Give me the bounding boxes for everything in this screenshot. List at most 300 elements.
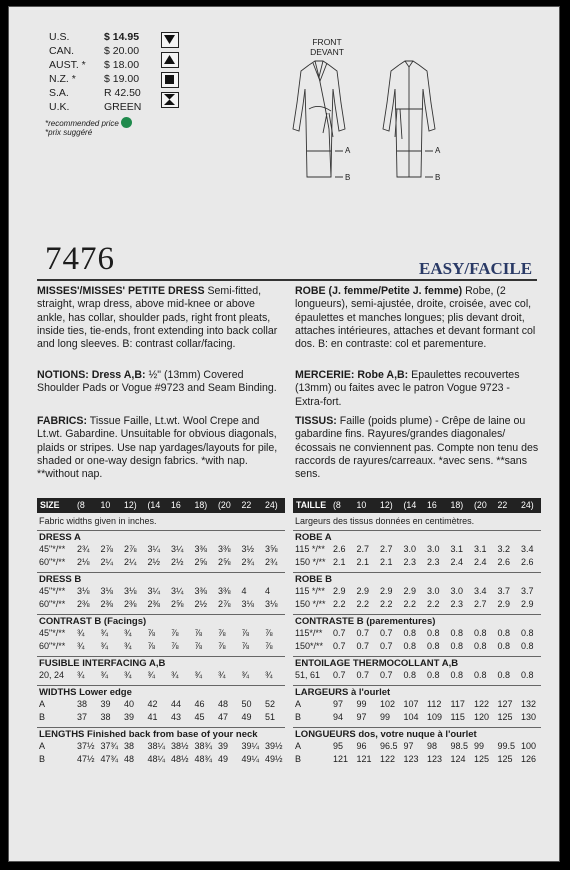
table-divider bbox=[293, 530, 541, 531]
yardage-cell: 51 bbox=[265, 712, 276, 722]
yardage-cell: 3⅛ bbox=[265, 599, 278, 609]
yardage-cell: 43 bbox=[171, 712, 182, 722]
yardage-cell: 2.9 bbox=[497, 599, 511, 609]
table-block-label-text: ROBE B bbox=[295, 574, 332, 585]
yardage-cell: ¾ bbox=[100, 670, 109, 680]
front-label: FRONT bbox=[312, 37, 342, 47]
fabric-width-cell: B bbox=[39, 754, 46, 764]
table-block-label-text: LARGEURS à l'ourlet bbox=[295, 687, 391, 698]
yardage-cell: 3⅜ bbox=[194, 586, 208, 596]
table-block-label-text: DRESS B bbox=[39, 574, 82, 585]
yardage-cell: 3.2 bbox=[497, 544, 511, 554]
yardage-cell: ⅞ bbox=[171, 641, 179, 651]
table-divider bbox=[37, 656, 285, 657]
yardage-cell: ¾ bbox=[147, 670, 156, 680]
yardage-cell: 2¼ bbox=[124, 557, 137, 567]
yardage-cell: 0.8 bbox=[521, 628, 534, 638]
yardage-cell: 2⅜ bbox=[100, 599, 114, 609]
yardage-cell: 2⅝ bbox=[171, 599, 184, 609]
price-amount: $ 18.00 bbox=[104, 59, 140, 71]
yardage-cell: 50 bbox=[241, 699, 252, 709]
table-row bbox=[293, 741, 541, 752]
fr-fabrics bbox=[295, 415, 541, 481]
yardage-cell: 52 bbox=[265, 699, 276, 709]
yardage-cell: 3⅛ bbox=[100, 586, 114, 596]
table-block-label-text: WIDTHS Lower edge bbox=[39, 687, 132, 698]
table-block-label-text: LONGUEURS dos, votre nuque à l'ourlet bbox=[295, 729, 477, 740]
yardage-cell: 39 bbox=[218, 741, 229, 751]
yardage-cell: 107 bbox=[403, 699, 419, 709]
fabric-width-cell: 45"*/** bbox=[39, 544, 66, 554]
fr-fabrics-heading: TISSUS: bbox=[295, 415, 337, 427]
yardage-cell: 2⅝ bbox=[194, 557, 208, 567]
table-row bbox=[293, 557, 541, 568]
table-divider bbox=[37, 572, 285, 573]
yardage-cell: 38¾ bbox=[194, 741, 213, 751]
yardage-cell: 48 bbox=[124, 754, 135, 764]
yardage-cell: ¾ bbox=[265, 670, 273, 680]
yardage-cell: 44 bbox=[171, 699, 182, 709]
yardage-cell: 3⅜ bbox=[194, 544, 208, 554]
price-amount: $ 20.00 bbox=[104, 45, 140, 57]
yardage-cell: 96.5 bbox=[380, 741, 398, 751]
yardage-cell: 97 bbox=[356, 712, 367, 722]
table-subtitle: Largeurs des tissus données en centimètres. bbox=[295, 516, 475, 526]
table-divider bbox=[293, 572, 541, 573]
fabric-width-cell: 150 */** bbox=[295, 599, 326, 609]
yardage-cell: 2.1 bbox=[356, 557, 370, 567]
yardage-cell: 40 bbox=[124, 699, 135, 709]
table-divider bbox=[293, 727, 541, 728]
yardage-cell: 2.9 bbox=[356, 586, 370, 596]
size-header-cell: (14 bbox=[403, 500, 417, 510]
yardage-cell: 0.8 bbox=[403, 628, 417, 638]
yardage-cell: 0.8 bbox=[474, 641, 487, 651]
yardage-cell: ¾ bbox=[124, 670, 132, 680]
yardage-cell: 45 bbox=[194, 712, 205, 722]
yardage-cell: ⅞ bbox=[241, 641, 250, 651]
size-header-label: SIZE bbox=[40, 500, 60, 510]
size-header-cell: 22 bbox=[241, 500, 252, 510]
yardage-cell: 3.4 bbox=[521, 544, 534, 554]
yardage-cell: 2⅜ bbox=[147, 599, 161, 609]
yardage-cell: 125 bbox=[497, 754, 513, 764]
fabric-width-cell: 150 */** bbox=[295, 557, 326, 567]
yardage-cell: 2.3 bbox=[450, 599, 464, 609]
fabric-width-cell: 150*/** bbox=[295, 641, 324, 651]
yardage-cell: 37½ bbox=[77, 741, 95, 751]
fr-notions-heading: MERCERIE: Robe A,B: bbox=[295, 369, 409, 381]
table-block-label bbox=[39, 729, 258, 740]
yardage-cell: 46 bbox=[194, 699, 205, 709]
yardage-cell: 2.3 bbox=[427, 557, 440, 567]
yardage-cell: ¾ bbox=[171, 670, 179, 680]
price-country: U.K. bbox=[49, 101, 70, 113]
yardage-cell: 49¼ bbox=[241, 754, 260, 764]
yardage-cell: 0.7 bbox=[380, 670, 393, 680]
table-row bbox=[37, 628, 285, 639]
price-country: U.S. bbox=[49, 31, 70, 43]
table-row bbox=[293, 586, 541, 597]
yardage-cell: 132 bbox=[521, 699, 537, 709]
pattern-number: 7476 bbox=[45, 241, 115, 277]
yardage-cell: ¾ bbox=[124, 641, 132, 651]
yardage-cell: 49 bbox=[218, 754, 229, 764]
en-fabrics-heading: FABRICS: bbox=[37, 415, 88, 427]
table-subtitle: Fabric widths given in inches. bbox=[39, 516, 157, 526]
yardage-cell: 39 bbox=[100, 699, 111, 709]
yardage-cell: 2.2 bbox=[333, 599, 346, 609]
yardage-cell: ⅞ bbox=[218, 628, 226, 638]
yardage-cell: 2.6 bbox=[521, 557, 534, 567]
table-block-label bbox=[39, 687, 132, 698]
table-block-label bbox=[295, 574, 332, 585]
table-row bbox=[293, 712, 541, 723]
yardage-cell: 109 bbox=[427, 712, 443, 722]
yardage-cell: 3.7 bbox=[497, 586, 511, 596]
yardage-cell: 3⅛ bbox=[241, 599, 255, 609]
table-divider bbox=[37, 727, 285, 728]
yardage-cell: 47¾ bbox=[100, 754, 119, 764]
fabric-width-cell: 20, 24 bbox=[39, 670, 65, 680]
yardage-cell: 38 bbox=[124, 741, 135, 751]
yardage-cell: 41 bbox=[147, 712, 158, 722]
yardage-cell: 120 bbox=[474, 712, 490, 722]
fabric-width-cell: 115 */** bbox=[295, 586, 325, 596]
fabric-width-cell: 60"*/** bbox=[39, 599, 66, 609]
yardage-cell: 2½ bbox=[171, 557, 184, 567]
yardage-cell: 0.7 bbox=[356, 641, 370, 651]
yardage-cell: 0.8 bbox=[427, 628, 440, 638]
yardage-cell: 3.0 bbox=[427, 586, 440, 596]
table-block-label bbox=[295, 729, 477, 740]
yardage-cell: ¾ bbox=[194, 670, 203, 680]
front-marker-a: A bbox=[345, 146, 351, 155]
table-divider bbox=[37, 685, 285, 686]
en-fabrics-body: Tissue Faille, Lt.wt. Wool Crepe and Lt.wt. Gabardine. Unsuitable for obvious diagonals, plaids or stripes. Use nap yardages/layouts for pile, shaded or one-way design fabrics. *with nap. **without nap. bbox=[37, 415, 278, 481]
yardage-cell: 0.8 bbox=[521, 641, 534, 651]
price-country: AUST. * bbox=[49, 59, 86, 71]
size-header-cell: 24) bbox=[521, 500, 534, 510]
yardage-cell: 2⅞ bbox=[218, 599, 231, 609]
size-header-cell: 18) bbox=[194, 500, 208, 510]
size-header-cell: (8 bbox=[333, 500, 341, 510]
yardage-cell: 94 bbox=[333, 712, 344, 722]
yardage-cell: ¾ bbox=[100, 628, 109, 638]
yardage-cell: 2.2 bbox=[427, 599, 440, 609]
back-marker-b: B bbox=[435, 173, 441, 182]
price-country: N.Z. * bbox=[49, 73, 76, 85]
price-amount: $ 19.00 bbox=[104, 73, 140, 85]
table-row bbox=[293, 641, 541, 652]
table-block-label bbox=[295, 532, 332, 543]
table-row bbox=[293, 544, 541, 555]
table-block-label-text: CONTRASTE B (parementures) bbox=[295, 616, 436, 627]
yardage-cell: 4 bbox=[265, 586, 271, 596]
difficulty-label: EASY/FACILE bbox=[419, 259, 533, 278]
table-row bbox=[293, 628, 541, 639]
yardage-cell: 2.7 bbox=[474, 599, 487, 609]
yardage-cell: 2.4 bbox=[450, 557, 464, 567]
table-block-label bbox=[39, 658, 165, 669]
en-fabrics bbox=[37, 415, 285, 481]
yardage-cell: 2⅛ bbox=[77, 557, 90, 567]
pattern-envelope-back bbox=[8, 6, 560, 862]
yardage-cell: 2⅞ bbox=[124, 544, 137, 554]
size-header-cell: 10 bbox=[100, 500, 111, 510]
yardage-cell: 0.7 bbox=[380, 628, 393, 638]
yardage-cell: 0.7 bbox=[333, 670, 346, 680]
yardage-cell: 0.8 bbox=[403, 641, 417, 651]
yardage-cell: 2.6 bbox=[333, 544, 346, 554]
yardage-cell: 3⅝ bbox=[265, 544, 278, 554]
yardage-cell: ⅞ bbox=[265, 628, 273, 638]
yardage-cell: 2½ bbox=[194, 599, 208, 609]
yardage-cell: 0.8 bbox=[497, 641, 511, 651]
front-marker-b: B bbox=[345, 173, 351, 182]
yardage-cell: 3⅛ bbox=[77, 586, 90, 596]
yardage-cell: 0.8 bbox=[497, 628, 511, 638]
table-divider bbox=[37, 530, 285, 531]
yardage-cell: 0.8 bbox=[497, 670, 511, 680]
yardage-cell: 47½ bbox=[77, 754, 95, 764]
back-marker-a: A bbox=[435, 146, 441, 155]
yardage-cell: 97 bbox=[333, 699, 344, 709]
yardage-cell: 125 bbox=[497, 712, 513, 722]
yardage-cell: 3⅜ bbox=[218, 586, 231, 596]
yardage-cell: 130 bbox=[521, 712, 537, 722]
yardage-cell: 38¼ bbox=[147, 741, 166, 751]
yardage-cell: 0.8 bbox=[521, 670, 534, 680]
yardage-cell: 99 bbox=[356, 699, 367, 709]
yardage-cell: 48½ bbox=[171, 754, 189, 764]
yardage-cell: 2.1 bbox=[380, 557, 393, 567]
yardage-cell: 2¼ bbox=[100, 557, 114, 567]
yardage-cell: 48 bbox=[218, 699, 229, 709]
table-block-label bbox=[295, 687, 390, 698]
price-amount: GREEN bbox=[104, 101, 142, 113]
yardage-cell: 97 bbox=[403, 741, 414, 751]
fabric-width-cell: A bbox=[295, 699, 302, 709]
table-block-label bbox=[39, 574, 81, 585]
size-header-bar bbox=[293, 498, 541, 513]
yardage-cell: ⅞ bbox=[171, 628, 179, 638]
yardage-cell: 2.2 bbox=[356, 599, 370, 609]
en-description-heading: MISSES'/MISSES' PETITE DRESS bbox=[37, 285, 205, 297]
yardage-cell: 2⅜ bbox=[124, 599, 137, 609]
yardage-cell: 0.8 bbox=[450, 641, 464, 651]
yardage-cell: ¾ bbox=[241, 670, 250, 680]
table-row bbox=[37, 699, 285, 710]
yardage-cell: 121 bbox=[356, 754, 372, 764]
en-description bbox=[37, 285, 285, 351]
size-header-cell: 16 bbox=[427, 500, 437, 510]
yardage-cell: 47 bbox=[218, 712, 229, 722]
fr-description-body: Robe, (2 longueurs), semi-ajustée, droite, croisée, avec col, épaulettes et manches longues; plis devant droit, attaches intérieures, attaches et devant formant col dos. B: en contraste: col et parementure. bbox=[295, 285, 536, 351]
yardage-cell: 2.1 bbox=[333, 557, 346, 567]
size-header-cell: (20 bbox=[474, 500, 487, 510]
yardage-cell: ⅞ bbox=[265, 641, 273, 651]
table-row bbox=[37, 599, 285, 610]
yardage-cell: 3.1 bbox=[474, 544, 487, 554]
table-row bbox=[37, 754, 285, 765]
table-row bbox=[293, 670, 541, 681]
view-label bbox=[307, 37, 347, 57]
yardage-cell: 127 bbox=[497, 699, 513, 709]
yardage-cell: 123 bbox=[403, 754, 419, 764]
yardage-cell: 98 bbox=[427, 741, 438, 751]
yardage-cell: 0.7 bbox=[356, 670, 370, 680]
price-amount: R 42.50 bbox=[104, 87, 141, 99]
en-description-body: Semi-fitted, straight, wrap dress, above mid-knee or above ankle, has collar, shoulder pads, right front pleats, inside ties, tie-ends, front extending into back collar and long sleeves. B: contrast collar/facing. bbox=[37, 285, 278, 351]
yardage-cell: 48¼ bbox=[147, 754, 166, 764]
yardage-cell: 0.7 bbox=[333, 641, 346, 651]
fr-description bbox=[295, 285, 541, 351]
prix-suggere-note: *prix suggéré bbox=[45, 128, 93, 137]
yardage-cell: 42 bbox=[147, 699, 158, 709]
en-notions bbox=[37, 369, 285, 396]
yardage-cell: 2.9 bbox=[333, 586, 346, 596]
yardage-cell: 39½ bbox=[265, 741, 283, 751]
table-row bbox=[293, 699, 541, 710]
yardage-cell: 39 bbox=[124, 712, 135, 722]
yardage-cell: 0.7 bbox=[380, 641, 393, 651]
yardage-cell: 122 bbox=[380, 754, 396, 764]
size-header-cell: 12) bbox=[124, 500, 137, 510]
yardage-cell: 37¾ bbox=[100, 741, 119, 751]
table-block-label bbox=[39, 616, 146, 627]
table-row bbox=[293, 754, 541, 765]
yardage-cell: 124 bbox=[450, 754, 466, 764]
yardage-cell: 0.8 bbox=[427, 670, 440, 680]
yardage-cell: 2¾ bbox=[265, 557, 278, 567]
yardage-cell: 3.1 bbox=[450, 544, 464, 554]
yardage-cell: 95 bbox=[333, 741, 344, 751]
table-row bbox=[293, 599, 541, 610]
yardage-cell: 3¼ bbox=[171, 586, 184, 596]
yardage-cell: 2½ bbox=[147, 557, 161, 567]
table-block-label-text: FUSIBLE INTERFACING A,B bbox=[39, 658, 166, 669]
yardage-cell: 3½ bbox=[241, 544, 255, 554]
yardage-cell: 2.7 bbox=[380, 544, 393, 554]
yardage-cell: ⅞ bbox=[147, 628, 156, 638]
size-header-cell: (8 bbox=[77, 500, 85, 510]
fr-description-heading: ROBE (J. femme/Petite J. femme) bbox=[295, 285, 463, 297]
yardage-cell: ¾ bbox=[77, 670, 85, 680]
table-divider bbox=[293, 656, 541, 657]
table-divider bbox=[293, 614, 541, 615]
yardage-cell: 2⅜ bbox=[77, 599, 90, 609]
fabric-width-cell: 115*/** bbox=[295, 628, 323, 638]
yardage-cell: 0.8 bbox=[427, 641, 440, 651]
yardage-cell: 0.8 bbox=[474, 628, 487, 638]
table-block-label bbox=[39, 532, 81, 543]
yardage-cell: ⅞ bbox=[241, 628, 250, 638]
yardage-cell: 4 bbox=[241, 586, 247, 596]
fabric-width-cell: 115 */** bbox=[295, 544, 325, 554]
fabric-width-cell: B bbox=[39, 712, 46, 722]
yardage-cell: 3.4 bbox=[474, 586, 487, 596]
yardage-cell: 2¾ bbox=[241, 557, 255, 567]
yardage-cell: 99 bbox=[474, 741, 485, 751]
yardage-cell: 2¾ bbox=[77, 544, 90, 554]
table-row bbox=[37, 544, 285, 555]
en-notions-body: ½" (13mm) Covered Shoulder Pads or Vogue #9723 and Seam Binding. bbox=[37, 369, 277, 395]
yardage-cell: 2.2 bbox=[380, 599, 393, 609]
yardage-cell: 3⅜ bbox=[218, 544, 231, 554]
yardage-cell: 102 bbox=[380, 699, 396, 709]
size-header-bar bbox=[37, 498, 285, 513]
yardage-cell: 96 bbox=[356, 741, 367, 751]
yardage-cell: 3.0 bbox=[450, 586, 464, 596]
table-block-label-text: ENTOILAGE THERMOCOLLANT A,B bbox=[295, 658, 459, 669]
table-divider bbox=[293, 685, 541, 686]
size-header-cell: (20 bbox=[218, 500, 231, 510]
table-row bbox=[37, 586, 285, 597]
yardage-cell: 115 bbox=[450, 712, 465, 722]
yardage-cell: 100 bbox=[521, 741, 537, 751]
yardage-cell: 121 bbox=[333, 754, 349, 764]
fabric-width-cell: A bbox=[39, 699, 46, 709]
yardage-cell: 99 bbox=[380, 712, 391, 722]
fabric-width-cell: A bbox=[295, 741, 302, 751]
size-header-cell: 16 bbox=[171, 500, 181, 510]
yardage-cell: 3¼ bbox=[171, 544, 184, 554]
size-header-cell: 10 bbox=[356, 500, 367, 510]
yardage-cell: 2⅞ bbox=[100, 544, 114, 554]
yardage-cell: 0.7 bbox=[356, 628, 370, 638]
fabric-width-cell: 60"*/** bbox=[39, 641, 66, 651]
size-header-cell: (14 bbox=[147, 500, 161, 510]
yardage-cell: 125 bbox=[474, 754, 490, 764]
table-block-label bbox=[295, 658, 458, 669]
yardage-cell: 0.8 bbox=[450, 670, 464, 680]
yardage-cell: 0.8 bbox=[403, 670, 417, 680]
yardage-cell: ⅞ bbox=[194, 641, 203, 651]
size-header-cell: 12) bbox=[380, 500, 393, 510]
table-block-label-text: LENGTHS Finished back from base of your neck bbox=[39, 729, 258, 740]
yardage-cell: 38½ bbox=[171, 741, 189, 751]
yardage-cell: 3.0 bbox=[403, 544, 417, 554]
fabric-width-cell: 51, 61 bbox=[295, 670, 321, 680]
table-row bbox=[37, 712, 285, 723]
fabric-width-cell: 60"*/** bbox=[39, 557, 66, 567]
yardage-cell: 39¼ bbox=[241, 741, 260, 751]
yardage-cell: 2.6 bbox=[497, 557, 511, 567]
title-rule bbox=[37, 279, 537, 281]
table-divider bbox=[37, 614, 285, 615]
yardage-cell: 117 bbox=[450, 699, 465, 709]
devant-label: DEVANT bbox=[310, 47, 344, 57]
table-row bbox=[37, 641, 285, 652]
yardage-cell: 2.9 bbox=[380, 586, 393, 596]
size-header-cell: 22 bbox=[497, 500, 508, 510]
yardage-cell: 3¼ bbox=[147, 586, 161, 596]
yardage-cell: 38 bbox=[100, 712, 111, 722]
yardage-cell: 2⅝ bbox=[218, 557, 231, 567]
yardage-cell: 0.8 bbox=[474, 670, 487, 680]
table-block-label bbox=[295, 616, 435, 627]
yardage-cell: ¾ bbox=[218, 670, 226, 680]
yardage-cell: 2.4 bbox=[474, 557, 487, 567]
table-block-label-text: DRESS A bbox=[39, 532, 81, 543]
yardage-cell: 49 bbox=[241, 712, 252, 722]
fabric-width-cell: B bbox=[295, 712, 302, 722]
yardage-cell: ⅞ bbox=[218, 641, 226, 651]
yardage-cell: 126 bbox=[521, 754, 537, 764]
yardage-cell: 3.0 bbox=[427, 544, 440, 554]
table-block-label-text: ROBE A bbox=[295, 532, 332, 543]
